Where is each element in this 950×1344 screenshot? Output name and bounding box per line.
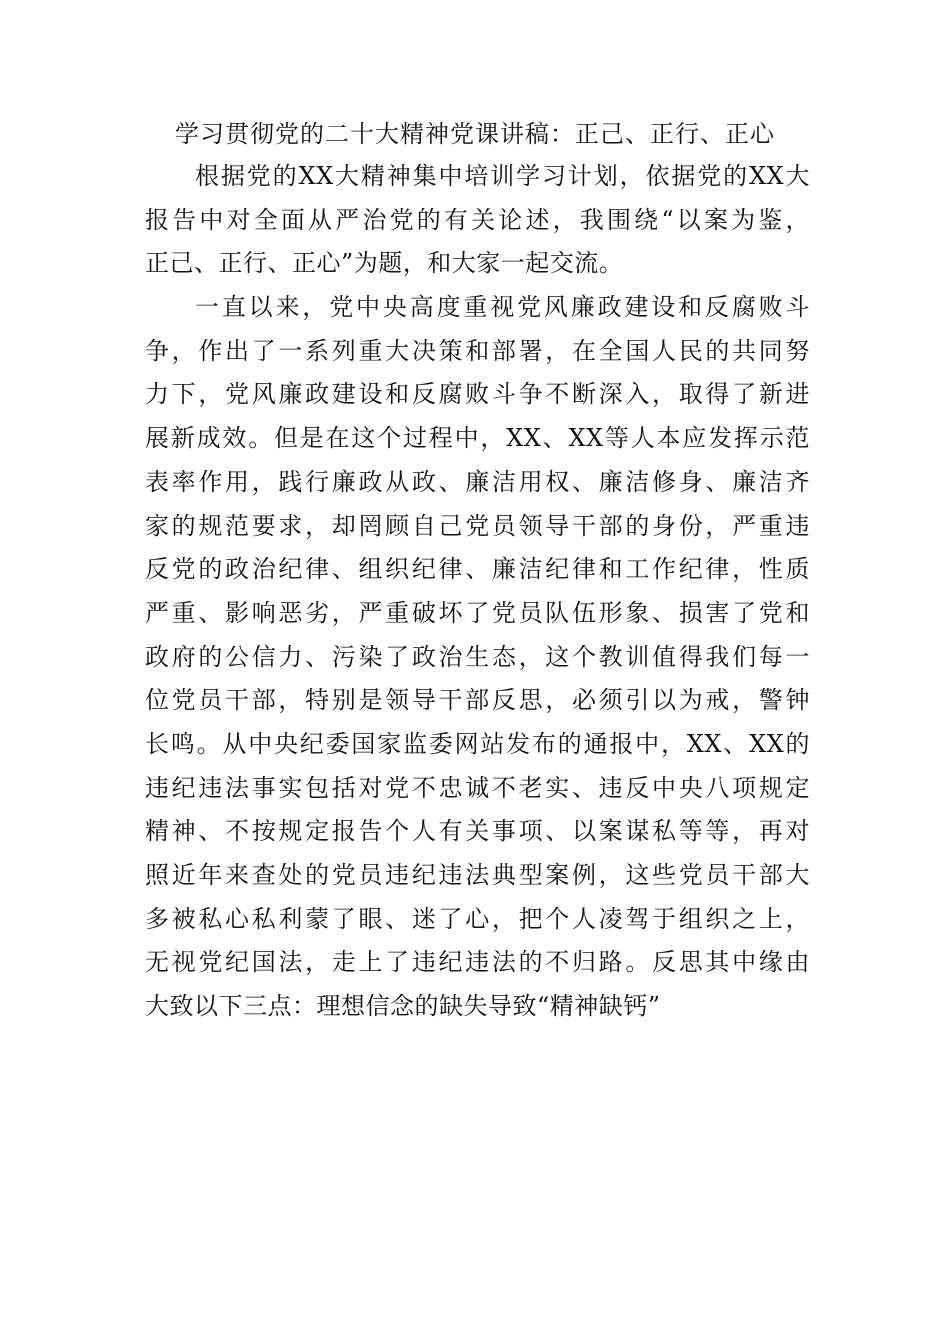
paragraph-line: 照近年来查处的党员违纪违法典型案例，这些党员干部大	[145, 861, 810, 889]
paragraph-intro	[145, 155, 810, 286]
paragraph-line: 一直以来，党中央高度重视党风廉政建设和反腐败斗	[195, 293, 810, 322]
paragraph-line: 报告中对全面从严治党的有关论述，我围绕“以案为鉴，	[145, 205, 810, 234]
paragraph-line: 位党员干部，特别是领导干部反思，必须引以为戒，警钟	[145, 686, 810, 715]
paragraph-line: 根据党的XX大精神集中培训学习计划，依据党的XX大	[195, 162, 810, 190]
paragraph-line: 长鸣。从中央纪委国家监委网站发布的通报中，XX、XX的	[145, 729, 810, 758]
paragraph-line: 力下，党风廉政建设和反腐败斗争不断深入，取得了新进	[145, 380, 810, 409]
paragraph-line: 家的规范要求，却罔顾自己党员领导干部的身份，严重违	[145, 511, 810, 540]
paragraph-line: 精神、不按规定报告个人有关事项、以案谋私等等，再对	[145, 817, 810, 846]
paragraph-line: 政府的公信力、污染了政治生态，这个教训值得我们每一	[145, 642, 810, 671]
paragraph-line: 表率作用，践行廉政从政、廉洁用权、廉洁修身、廉洁齐	[145, 467, 810, 496]
paragraph-main	[145, 286, 810, 1029]
paragraph-line: 大致以下三点：理想信念的缺失导致“精神缺钙”	[145, 992, 661, 1021]
paragraph-line: 争，作出了一系列重大决策和部署，在全国人民的共同努	[145, 336, 810, 365]
paragraph-line: 违纪违法事实包括对党不忠诚不老实、违反中央八项规定	[145, 773, 810, 802]
paragraph-line: 反党的政治纪律、组织纪律、廉洁纪律和工作纪律，性质	[145, 555, 810, 584]
paragraph-line: 展新成效。但是在这个过程中，XX、XX等人本应发挥示范	[145, 424, 810, 453]
document-body	[145, 155, 810, 1029]
paragraph-line: 正己、正行、正心”为题，和大家一起交流。	[145, 249, 624, 278]
paragraph-line: 严重、影响恶劣，严重破坏了党员队伍形象、损害了党和	[145, 598, 810, 627]
paragraph-line: 多被私心私利蒙了眼、迷了心，把个人凌驾于组织之上，	[145, 904, 810, 933]
document-title: 学习贯彻党的二十大精神党课讲稿：正己、正行、正心	[175, 120, 775, 148]
paragraph-line: 无视党纪国法，走上了违纪违法的不归路。反思其中缘由	[145, 948, 810, 977]
